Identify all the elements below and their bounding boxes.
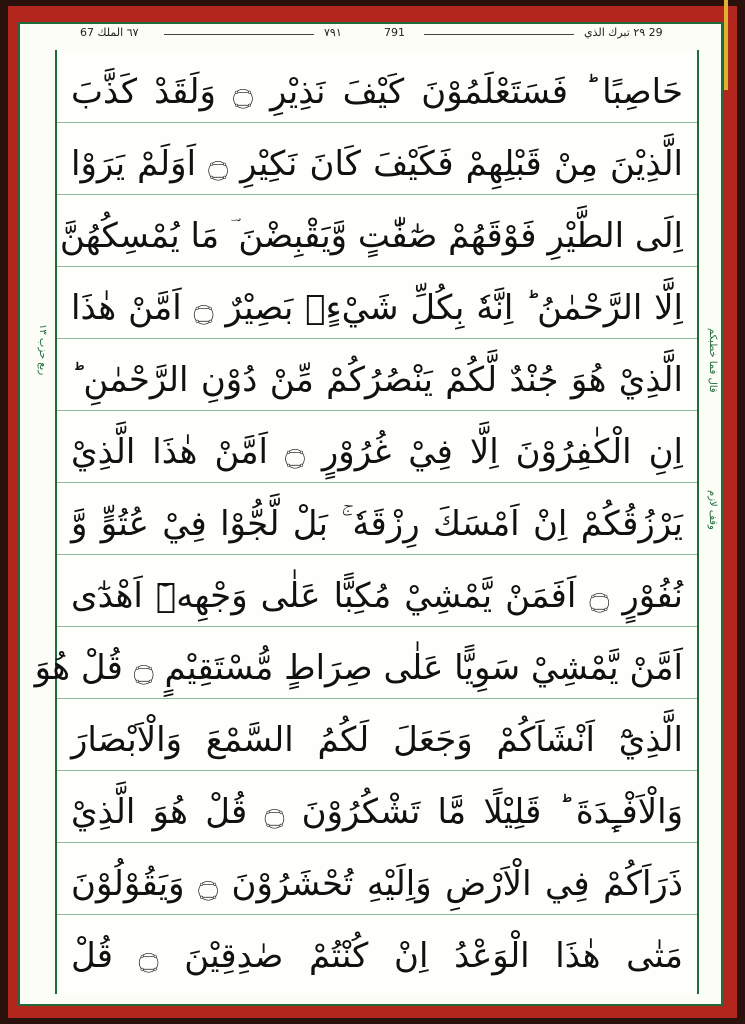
verse-line-3: اِلَى الطَّيْرِ فَوْقَهُمْ صٰٓفّٰتٍ وَّيَقْبِضْنَ ؔ مَا يُمْسِكُهُنَّ <box>59 216 683 256</box>
line-separator <box>57 554 697 555</box>
verse-line-11: وَالْاَفْـِٕدَةَ ؕ قَلِيْلًا مَّا تَشْكُرُوْنَ ۝ قُلْ هُوَ الَّذِيْ <box>71 792 683 832</box>
verse-line-6: اِنِ الْكٰفِرُوْنَ اِلَّا فِيْ غُرُوْرٍ ۝ اَمَّنْ هٰذَا الَّذِيْ <box>71 432 683 472</box>
line-separator <box>57 914 697 915</box>
verse-line-4: اِلَّا الرَّحْمٰنُ ؕ اِنَّهٗ بِكُلِّ شَيْءٍۢ بَصِيْرٌ ۝ اَمَّنْ هٰذَا <box>71 288 684 328</box>
margin-note-right-2: وقف لازم <box>707 490 718 530</box>
verse-line-10: الَّذِيْٓ اَنْشَاَكُمْ وَجَعَلَ لَكُمُ السَّمْعَ وَالْاَبْصَارَ <box>71 720 683 760</box>
header-rule-left <box>164 34 314 35</box>
line-separator <box>57 770 697 771</box>
header-surah-name: 67 ٦٧ الملك <box>80 26 139 39</box>
line-separator <box>57 410 697 411</box>
verse-line-5: الَّذِيْ هُوَ جُنْدٌ لَّكُمْ يَنْصُرُكُمْ مِّنْ دُوْنِ الرَّحْمٰنِ ؕ <box>71 360 683 400</box>
verse-line-7: يَرْزُقُكُمْ اِنْ اَمْسَكَ رِزْقَهٗ ۚ بَلْ لَّجُّوْا فِيْ عُتُوٍّ وَّ <box>71 504 683 544</box>
line-separator <box>57 842 697 843</box>
page-header <box>24 26 717 42</box>
line-separator <box>57 266 697 267</box>
header-page-number: 791 <box>384 26 405 39</box>
line-separator <box>57 122 697 123</box>
header-page-number-arabic: ٧٩١ <box>324 26 342 39</box>
header-rule-right <box>424 34 574 35</box>
header-juz-name: 29 ٢٩ تبرك الذي <box>584 26 663 39</box>
verse-line-9: اَمَّنْ يَّمْشِيْ سَوِيًّا عَلٰى صِرَاطٍ مُّسْتَقِيْمٍ ۝ قُلْ هُوَ <box>34 648 683 688</box>
margin-note-left: ربع حزب ١٣ <box>37 324 48 376</box>
line-separator <box>57 482 697 483</box>
verse-line-13: مَتٰى هٰذَا الْوَعْدُ اِنْ كُنْتُمْ صٰدِقِيْنَ ۝ قُلْ <box>71 936 683 976</box>
margin-note-right: قال فما خطبكم <box>707 327 718 393</box>
line-separator <box>57 626 697 627</box>
verse-line-2: الَّذِيْنَ مِنْ قَبْلِهِمْ فَكَيْفَ كَانَ نَكِيْرِ ۝ اَوَلَمْ يَرَوْا <box>71 144 683 184</box>
verse-line-1: حَاصِبًا ؕ فَسَتَعْلَمُوْنَ كَيْفَ نَذِيْرِ ۝ وَلَقَدْ كَذَّبَ <box>71 72 683 112</box>
verse-line-12: ذَرَاَكُمْ فِي الْاَرْضِ وَاِلَيْهِ تُحْشَرُوْنَ ۝ وَيَقُوْلُوْنَ <box>71 864 683 904</box>
line-separator <box>57 194 697 195</box>
verse-line-8: نُفُوْرٍ ۝ اَفَمَنْ يَّمْشِيْ مُكِبًّا عَلٰى وَجْهِهٖٓ اَهْدٰٓى <box>71 576 684 616</box>
line-separator <box>57 698 697 699</box>
corner-mark <box>724 0 728 90</box>
line-separator <box>57 338 697 339</box>
